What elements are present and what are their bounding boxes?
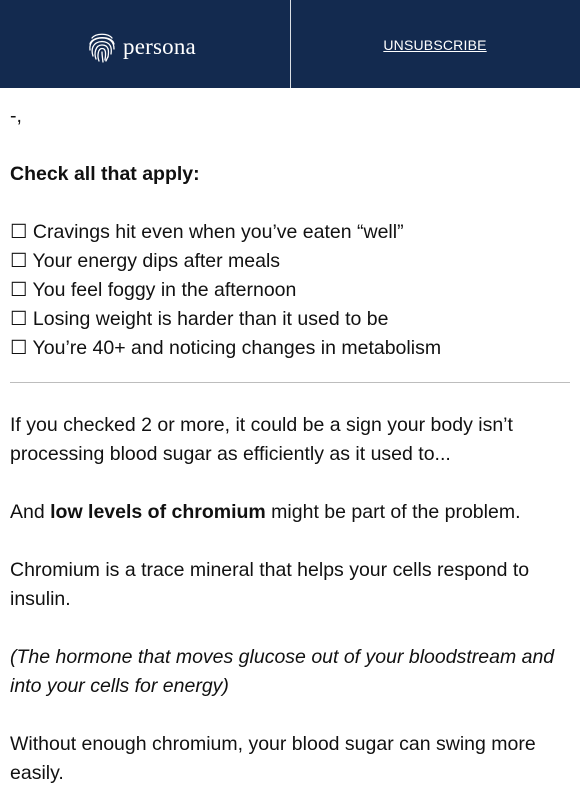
paragraph-chromium-definition: Chromium is a trace mineral that helps your cells respond to insulin.: [10, 559, 530, 610]
checklist-item: ☐ Losing weight is harder than it used to be: [10, 308, 389, 330]
paragraph-chromium-problem: [10, 498, 570, 527]
checklist-item: ☐ You’re 40+ and noticing changes in metabolism: [10, 337, 442, 359]
checklist-heading: Check all that apply:: [10, 163, 200, 185]
section-divider: [10, 382, 570, 383]
bold-emphasis: low levels of chromium: [50, 501, 266, 523]
paragraph-checked-result: If you checked 2 or more, it could be a sign your body isn’t processing blood sugar as efficiently as it used to...: [10, 414, 513, 465]
email-body: [10, 102, 570, 788]
brand-logo[interactable]: [86, 30, 196, 64]
email-header: [0, 0, 580, 88]
fingerprint-icon: [86, 30, 118, 64]
text-span: And: [10, 501, 51, 523]
checklist-item: ☐ You feel foggy in the afternoon: [10, 279, 297, 301]
brand-name: persona: [123, 34, 196, 59]
text-span: might be part of the problem.: [265, 501, 521, 523]
unsubscribe-link[interactable]: UNSUBSCRIBE: [383, 37, 487, 53]
greeting: -,: [10, 105, 22, 127]
paragraph-blood-sugar: Without enough chromium, your blood sugar can swing more easily.: [10, 733, 536, 784]
checklist-item: ☐ Your energy dips after meals: [10, 250, 281, 272]
paragraph-insulin-note: (The hormone that moves glucose out of your bloodstream and into your cells for energy): [10, 646, 555, 697]
checklist-item: ☐ Cravings hit even when you’ve eaten “well”: [10, 221, 404, 243]
